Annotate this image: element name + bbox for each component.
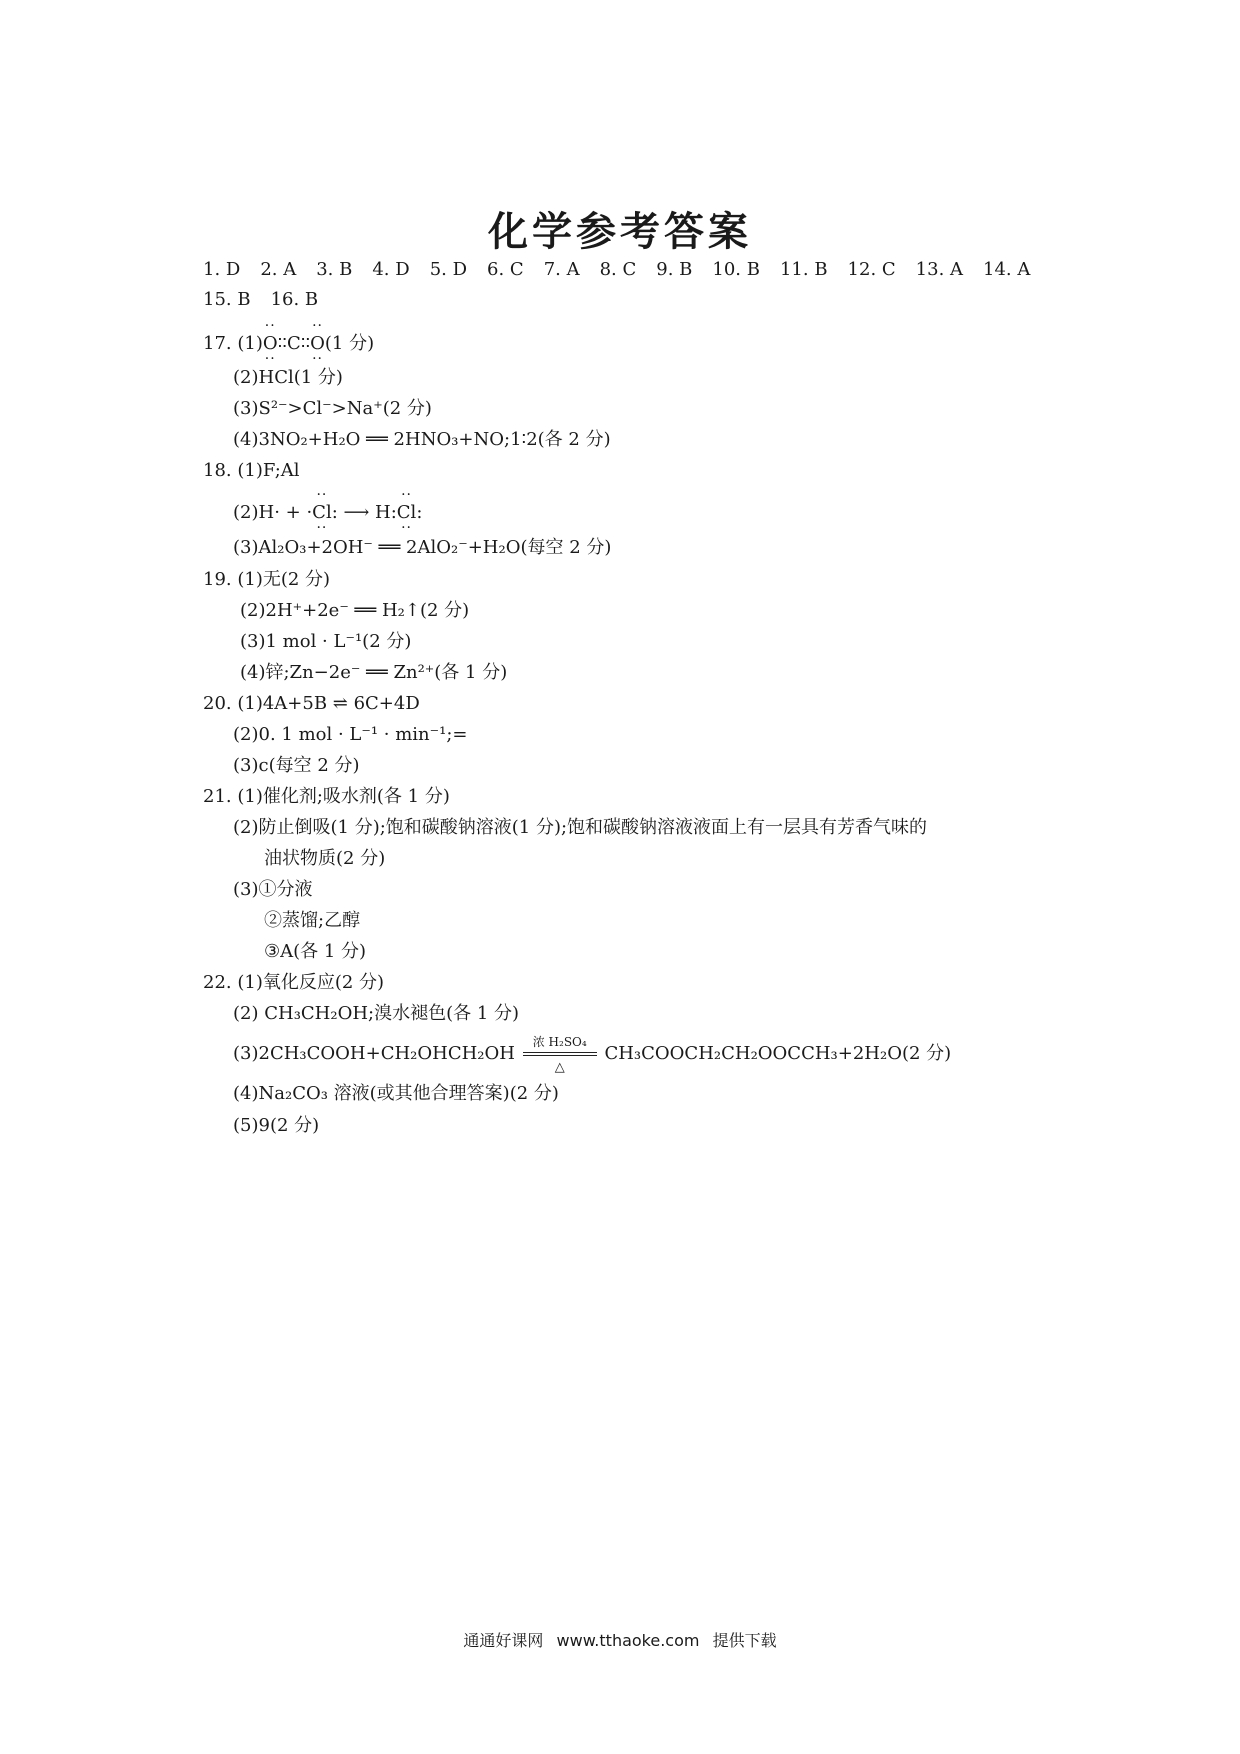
q22-part4: (4)Na₂CO₃ 溶液(或其他合理答案)(2 分) [233, 1083, 559, 1104]
q19-part3: (3)1 mol · L⁻¹(2 分) [240, 631, 412, 652]
q17-score: (1 分) [324, 333, 375, 354]
q17-label: 17. (1) [203, 333, 263, 354]
choice-answer: 16. B [270, 289, 319, 310]
oxygen-atom: ·· O ·· [310, 332, 325, 356]
q18-reactants: (2)H· + · [233, 502, 313, 523]
q22-part2: (2) CH₃CH₂OH;溴水褪色(各 1 分) [233, 1003, 520, 1024]
choice-answer: 4. D [372, 259, 410, 280]
footer-suffix: 提供下载 [712, 1631, 777, 1650]
q20-part2: (2)0. 1 mol · L⁻¹ · min⁻¹;= [233, 724, 468, 745]
oxygen-atom: ·· O ·· [263, 332, 278, 356]
carbon-bonds: ∶∶C∶∶ [277, 333, 311, 354]
q22-part3 [233, 1035, 952, 1075]
choice-answer: 5. D [429, 259, 468, 280]
choice-answer: 7. A [543, 259, 580, 280]
q21-part1: 21. (1)催化剂;吸水剂(各 1 分) [203, 786, 450, 807]
footer [0, 1628, 1240, 1651]
reaction-condition-arrow [521, 1035, 599, 1075]
q17-part1 [203, 332, 374, 356]
condition-catalyst: 浓 H₂SO₄ [532, 1035, 587, 1049]
q17-part4: (4)3NO₂+H₂O ══ 2HNO₃+NO;1∶2(各 2 分) [233, 429, 611, 450]
choice-answer: 9. B [656, 259, 693, 280]
q18-part1: 18. (1)F;Al [203, 460, 300, 481]
chlorine-atom: ·· Cl ·· [397, 501, 417, 525]
choice-answers-row-2 [203, 288, 338, 312]
q18-part2 [233, 501, 422, 525]
q18-end: : [416, 502, 423, 523]
q22-products: CH₃COOCH₂CH₂OOCCH₃+2H₂O(2 分) [604, 1043, 952, 1064]
choice-answer: 13. A [915, 259, 964, 280]
q19-part4: (4)锌;Zn−2e⁻ ══ Zn²⁺(各 1 分) [240, 662, 508, 683]
choice-answer: 14. A [983, 259, 1031, 280]
choice-answer: 12. C [847, 259, 896, 280]
choice-answer: 10. B [712, 259, 760, 280]
q22-part5: (5)9(2 分) [233, 1115, 320, 1136]
q20-part3: (3)c(每空 2 分) [233, 755, 360, 776]
choice-answer: 8. C [599, 259, 637, 280]
q22-reactants: (3)2CH₃COOH+CH₂OHCH₂OH [233, 1043, 515, 1064]
choice-answer: 2. A [260, 259, 297, 280]
q17-part2: (2)HCl(1 分) [233, 367, 343, 388]
footer-url[interactable]: www.tthaoke.com [556, 1631, 700, 1650]
choice-answer: 3. B [316, 259, 353, 280]
choice-answers-row-1 [203, 258, 1050, 282]
q21-part2-line2: 油状物质(2 分) [264, 848, 386, 869]
chlorine-atom: ·· Cl ·· [312, 501, 332, 525]
q20-part1: 20. (1)4A+5B ⇌ 6C+4D [203, 693, 420, 714]
q19-part1: 19. (1)无(2 分) [203, 569, 331, 590]
q17-part3: (3)S²⁻>Cl⁻>Na⁺(2 分) [233, 398, 432, 419]
q18-part3: (3)Al₂O₃+2OH⁻ ══ 2AlO₂⁻+H₂O(每空 2 分) [233, 537, 612, 558]
q21-part2-line1: (2)防止倒吸(1 分);饱和碳酸钠溶液(1 分);饱和碳酸钠溶液液面上有一层具有芳香气味的 [233, 817, 928, 838]
q21-part3-line3: ③A(各 1 分) [264, 941, 367, 962]
q21-part3-line2: ②蒸馏;乙醇 [264, 910, 361, 931]
q21-part3-line1: (3)①分液 [233, 879, 313, 900]
condition-heat: △ [554, 1060, 565, 1075]
page-title: 化学参考答案 [488, 209, 752, 255]
choice-answer: 15. B [203, 289, 251, 310]
q19-part2: (2)2H⁺+2e⁻ ══ H₂↑(2 分) [240, 600, 470, 621]
choice-answer: 11. B [779, 259, 828, 280]
choice-answer: 1. D [203, 259, 241, 280]
q18-arrow: : ⟶ H: [331, 502, 397, 523]
q22-part1: 22. (1)氧化反应(2 分) [203, 972, 385, 993]
choice-answer: 6. C [487, 259, 524, 280]
footer-site-name: 通通好课网 [463, 1631, 544, 1650]
